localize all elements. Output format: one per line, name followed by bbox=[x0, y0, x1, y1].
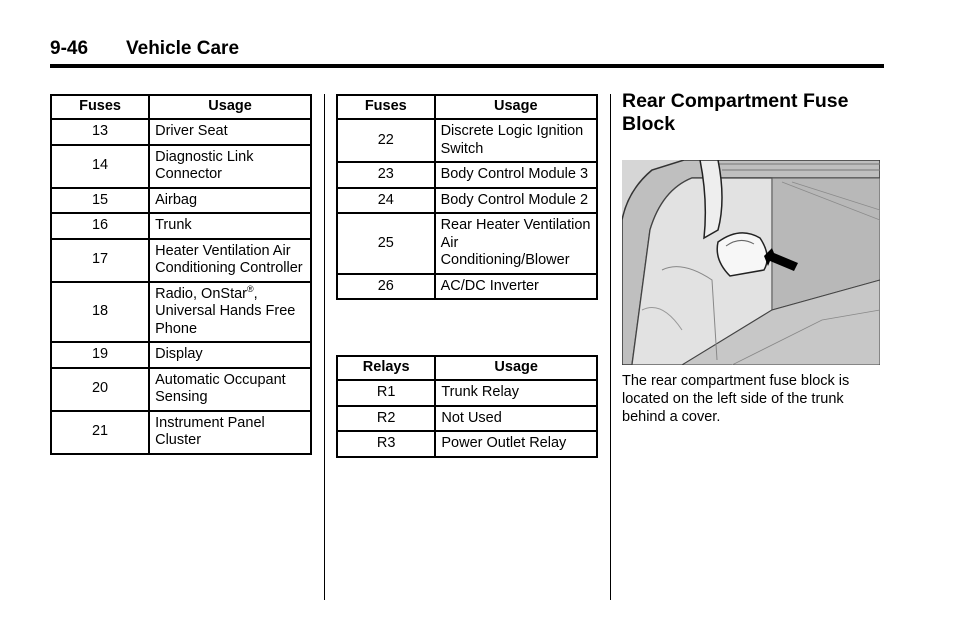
fuse-number: 17 bbox=[51, 239, 149, 282]
table-row bbox=[51, 188, 311, 214]
fuse-usage: Heater Ventilation Air Conditioning Controller bbox=[149, 239, 311, 282]
table-row bbox=[337, 406, 597, 432]
section-caption: The rear compartment fuse block is located on the left side of the trunk behind a cover. bbox=[622, 373, 850, 425]
fuse-usage: Rear Heater Ventilation Air Conditioning/Blower bbox=[435, 213, 597, 274]
usage-text-part: Radio, OnStar bbox=[155, 285, 247, 302]
column-divider-right bbox=[610, 94, 611, 600]
fuse-number: 26 bbox=[337, 274, 435, 300]
table-row bbox=[337, 213, 597, 274]
table-row bbox=[51, 145, 311, 188]
section-name: Vehicle Care bbox=[126, 38, 240, 59]
relay-usage: Power Outlet Relay bbox=[435, 431, 597, 457]
column-header-fuses: Fuses bbox=[51, 95, 149, 119]
fuse-number: 19 bbox=[51, 342, 149, 368]
fuse-usage: Driver Seat bbox=[149, 119, 311, 145]
fuse-usage: Body Control Module 3 bbox=[435, 162, 597, 188]
fuse-number: 13 bbox=[51, 119, 149, 145]
fuse-number: 14 bbox=[51, 145, 149, 188]
trunk-drawing bbox=[622, 160, 880, 365]
table-row bbox=[51, 119, 311, 145]
fuse-usage: Airbag bbox=[149, 188, 311, 214]
table-row bbox=[51, 282, 311, 343]
table-row bbox=[337, 431, 597, 457]
table-header-row bbox=[337, 356, 597, 380]
column-header-usage: Usage bbox=[435, 95, 597, 119]
table-row bbox=[51, 368, 311, 411]
fuse-usage: Trunk bbox=[149, 213, 311, 239]
column-header-relays: Relays bbox=[337, 356, 435, 380]
column-header-usage: Usage bbox=[149, 95, 311, 119]
fuse-usage: Instrument Panel Cluster bbox=[149, 411, 311, 454]
section-title: Rear Compartment Fuse Block bbox=[622, 90, 849, 135]
relay-number: R3 bbox=[337, 431, 435, 457]
trunk-illustration bbox=[622, 160, 880, 365]
fuse-number: 24 bbox=[337, 188, 435, 214]
table-row bbox=[51, 342, 311, 368]
column-header-usage: Usage bbox=[435, 356, 597, 380]
column-header-fuses: Fuses bbox=[337, 95, 435, 119]
fuse-number: 21 bbox=[51, 411, 149, 454]
page-header bbox=[50, 38, 884, 68]
table-header-row bbox=[337, 95, 597, 119]
fuse-usage bbox=[149, 282, 311, 343]
relay-usage: Not Used bbox=[435, 406, 597, 432]
usage-text-part: , Universal Hands Free Phone bbox=[155, 285, 296, 337]
fuse-number: 16 bbox=[51, 213, 149, 239]
table-header-row bbox=[51, 95, 311, 119]
fuse-number: 25 bbox=[337, 213, 435, 274]
table-row bbox=[337, 162, 597, 188]
table-row bbox=[51, 239, 311, 282]
table-row bbox=[337, 188, 597, 214]
relay-usage: Trunk Relay bbox=[435, 380, 597, 406]
relay-number: R1 bbox=[337, 380, 435, 406]
relay-number: R2 bbox=[337, 406, 435, 432]
fuse-usage: Discrete Logic Ignition Switch bbox=[435, 119, 597, 162]
table-row bbox=[51, 213, 311, 239]
fuse-usage: Display bbox=[149, 342, 311, 368]
registered-mark: ® bbox=[247, 283, 254, 294]
table-row bbox=[337, 274, 597, 300]
fuse-number: 23 bbox=[337, 162, 435, 188]
fuse-usage: AC/DC Inverter bbox=[435, 274, 597, 300]
fuse-number: 20 bbox=[51, 368, 149, 411]
page-number: 9-46 bbox=[50, 38, 89, 59]
fuses-table-2 bbox=[336, 94, 598, 300]
fuse-usage: Automatic Occupant Sensing bbox=[149, 368, 311, 411]
fuses-table-1 bbox=[50, 94, 312, 455]
column-divider-left bbox=[324, 94, 325, 600]
table-row bbox=[51, 411, 311, 454]
fuse-number: 15 bbox=[51, 188, 149, 214]
table-row bbox=[337, 119, 597, 162]
fuse-usage: Diagnostic Link Connector bbox=[149, 145, 311, 188]
fuse-number: 22 bbox=[337, 119, 435, 162]
table-row bbox=[337, 380, 597, 406]
fuse-number: 18 bbox=[51, 282, 149, 343]
relays-table bbox=[336, 355, 598, 458]
fuse-usage: Body Control Module 2 bbox=[435, 188, 597, 214]
